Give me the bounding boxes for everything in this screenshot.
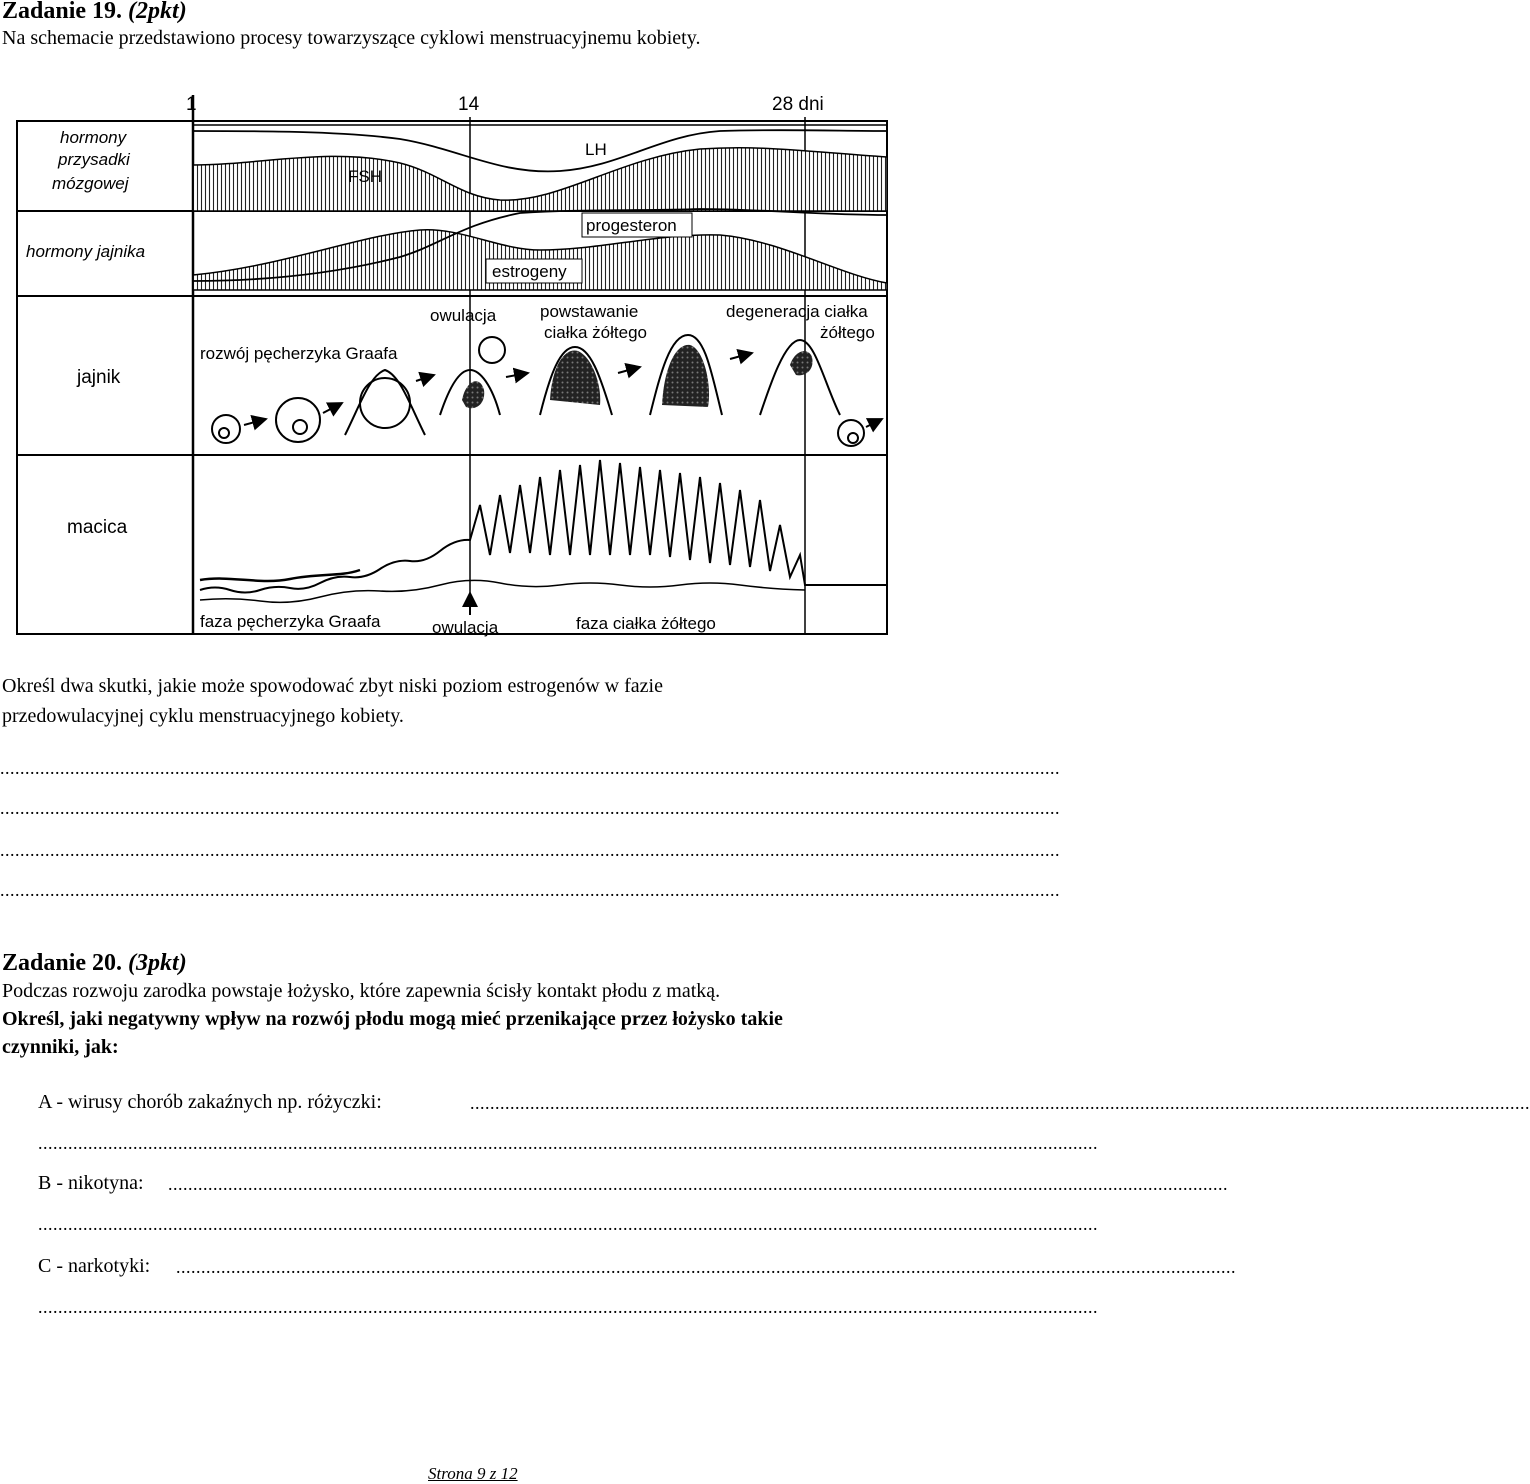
fsh-label: FSH	[348, 167, 382, 186]
phase-follicular-label: faza pęcherzyka Graafa	[200, 612, 381, 631]
task19-question-line-2: przedowulacyjnej cyklu menstruacyjnego kobiety.	[2, 705, 404, 727]
row-label-pituitary-1: hormony	[60, 128, 127, 147]
task19-points: (2pkt)	[128, 0, 187, 24]
item-a-answer[interactable]: ....................................................................................................................................................................................................................	[470, 1093, 1530, 1113]
item-a-answer-line-2[interactable]: ....................................................................................................................................................................................................................	[38, 1133, 1098, 1153]
progesterone-label: progesteron	[586, 216, 677, 235]
item-b-answer-line-2[interactable]: ....................................................................................................................................................................................................................	[38, 1214, 1098, 1234]
answer-line-3[interactable]: ....................................................................................................................................................................................................................	[0, 840, 1060, 860]
forming-corpus-luteum	[550, 350, 600, 405]
task20-number: Zadanie 20.	[2, 950, 123, 976]
task19-number: Zadanie 19.	[2, 0, 123, 24]
menstrual-cycle-diagram	[0, 85, 960, 640]
fsh-band	[193, 148, 887, 211]
ovulated-egg	[479, 337, 505, 363]
row-label-uterus: macica	[67, 517, 128, 538]
item-c-label: C - narkotyki:	[38, 1255, 151, 1277]
corpus-degeneration-label-1: degeneracja ciałka	[726, 302, 868, 321]
answer-line-2[interactable]: ....................................................................................................................................................................................................................	[0, 798, 1060, 818]
endometrium-lining	[200, 460, 887, 593]
lh-label: LH	[585, 140, 607, 159]
phase-ovulation-label: owulacja	[432, 618, 499, 637]
day-14-label: 14	[458, 94, 480, 115]
item-c-answer[interactable]: ....................................................................................................................................................................................................................	[176, 1257, 1236, 1277]
row-label-ovary: jajnik	[77, 367, 121, 388]
task20-title	[2, 950, 187, 977]
corpus-formation-label-1: powstawanie	[540, 302, 639, 321]
task19-intro: Na schemacie przedstawiono procesy towarzyszące cyklowi menstruacyjnemu kobiety.	[2, 27, 701, 49]
task20-intro: Podczas rozwoju zarodka powstaje łożysko, które zapewnia ścisły kontakt płodu z matką.	[2, 980, 721, 1002]
row-label-ovary-hormones: hormony jajnika	[26, 242, 146, 261]
day-28-label: 28 dni	[772, 94, 824, 115]
item-c-answer-line-2[interactable]: ....................................................................................................................................................................................................................	[38, 1297, 1098, 1317]
follicle-development-label: rozwój pęcherzyka Graafa	[200, 344, 398, 363]
task20-question-line-2: czynniki, jak:	[2, 1036, 119, 1058]
degenerating-corpus-luteum	[790, 351, 813, 375]
endometrium-base	[200, 570, 360, 581]
task19-question-line-1: Określ dwa skutki, jakie może spowodować zbyt niski poziom estrogenów w fazie	[2, 675, 663, 697]
answer-line-4[interactable]: ....................................................................................................................................................................................................................	[0, 880, 1060, 900]
ovulation-label-top: owulacja	[430, 306, 497, 325]
answer-line-1[interactable]: ....................................................................................................................................................................................................................	[0, 758, 1060, 778]
day-1-label: 1	[186, 94, 197, 115]
item-a-label: A - wirusy chorób zakaźnych np. różyczki:	[38, 1091, 382, 1113]
task20-question-line-1: Określ, jaki negatywny wpływ na rozwój płodu mogą mieć przenikające przez łożysko takie	[2, 1008, 783, 1030]
task19-title	[2, 0, 187, 25]
estrogens-label: estrogeny	[492, 262, 567, 281]
page-footer: Strona 9 z 12	[428, 1464, 518, 1483]
task20-points: (3pkt)	[128, 950, 187, 976]
row-label-pituitary-2: przysadki	[58, 150, 130, 169]
follicle-stage-3	[360, 378, 410, 428]
item-b-answer[interactable]: ....................................................................................................................................................................................................................	[168, 1174, 1228, 1194]
phase-luteal-label: faza ciałka żółtego	[576, 614, 716, 633]
row-label-pituitary-3: mózgowej	[52, 174, 129, 193]
corpus-degeneration-label-2: żółtego	[820, 323, 875, 342]
corpus-formation-label-2: ciałka żółtego	[544, 323, 648, 342]
item-b-label: B - nikotyna:	[38, 1172, 144, 1194]
